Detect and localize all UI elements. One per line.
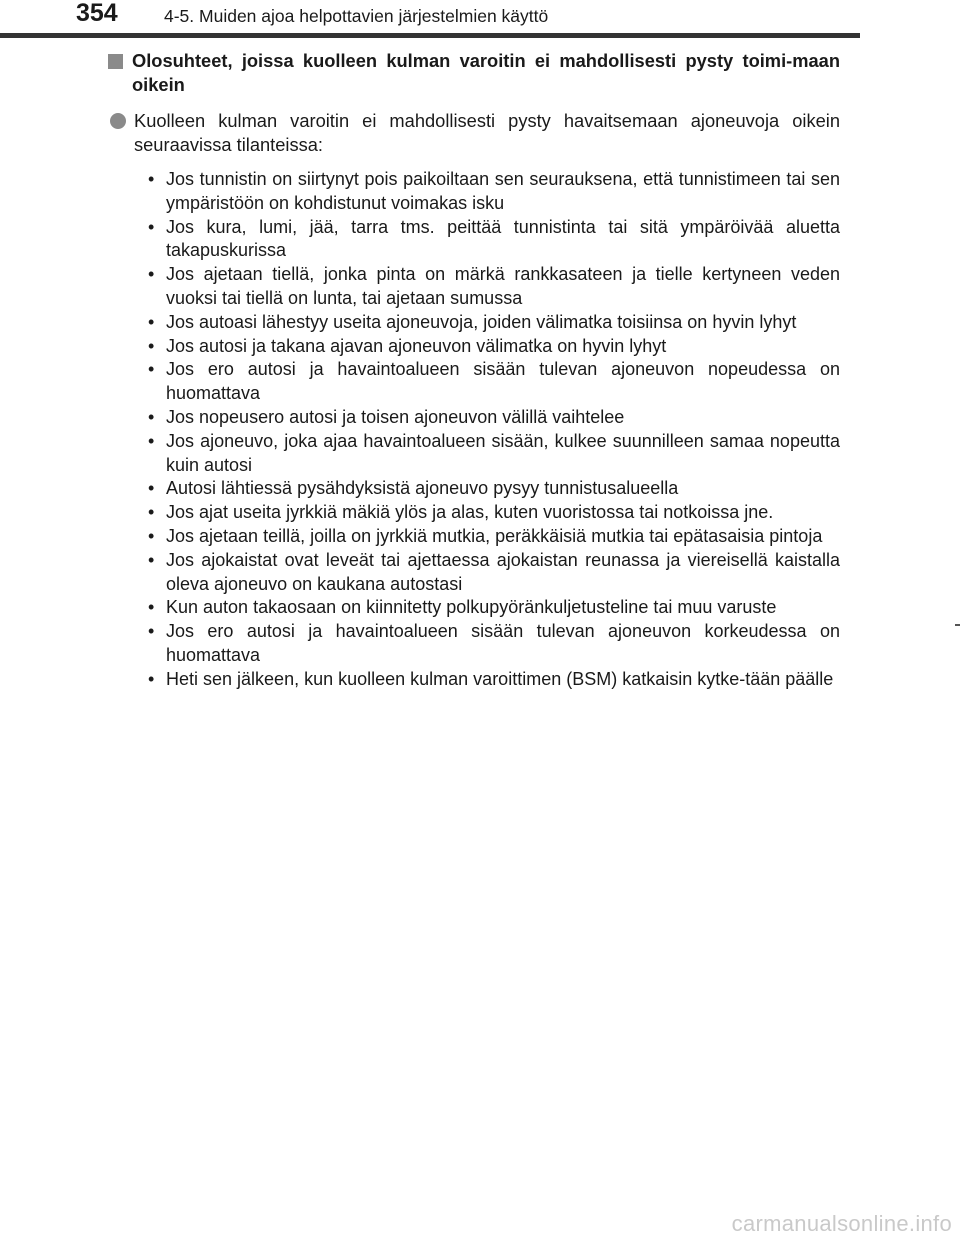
bullet-mark: • bbox=[148, 621, 155, 642]
list-item bbox=[146, 358, 840, 406]
list-item bbox=[146, 335, 840, 359]
list-item bbox=[146, 216, 840, 264]
bullet-mark: • bbox=[148, 668, 155, 689]
intro-paragraph bbox=[108, 109, 840, 157]
list-item bbox=[146, 525, 840, 549]
list-item-text: Jos ero autosi ja havaintoalueen sisään tulevan ajoneuvon korkeudessa on huomattava bbox=[166, 621, 840, 665]
list-item bbox=[146, 168, 840, 216]
list-item bbox=[146, 311, 840, 335]
list-item-text: Autosi lähtiessä pysähdyksistä ajoneuvo pysyy tunnistusalueella bbox=[166, 478, 679, 499]
list-item-text: Jos autoasi lähestyy useita ajoneuvoja, joiden välimatka toisiinsa on hyvin lyhyt bbox=[166, 311, 797, 332]
list-item-text: Jos nopeusero autosi ja toisen ajoneuvon välillä vaihtelee bbox=[166, 406, 625, 427]
list-item-text: Jos autosi ja takana ajavan ajoneuvon välimatka on hyvin lyhyt bbox=[166, 335, 667, 356]
list-item bbox=[146, 477, 840, 501]
list-item-text: Jos ero autosi ja havaintoalueen sisään tulevan ajoneuvon nopeudessa on huomattava bbox=[166, 359, 840, 404]
bullet-mark: • bbox=[148, 359, 155, 380]
list-item bbox=[146, 263, 840, 311]
list-item-text: Jos ajetaan teillä, joilla on jyrkkiä mutkia, peräkkäisiä mutkia tai epätasaisia pintoja bbox=[166, 525, 823, 546]
page-number: 354 bbox=[76, 0, 118, 27]
list-item-text: Jos kura, lumi, jää, tarra tms. peittää tunnistinta tai sitä ympäröivää aluetta takapuskurissa bbox=[166, 216, 840, 261]
bullet-mark: • bbox=[148, 502, 155, 523]
bullet-mark: • bbox=[148, 430, 155, 451]
circle-bullet-icon bbox=[110, 113, 126, 129]
bullet-mark: • bbox=[148, 525, 155, 546]
bullet-mark: • bbox=[148, 335, 155, 356]
bullet-mark: • bbox=[148, 406, 155, 427]
list-item bbox=[146, 406, 840, 430]
bullet-mark: • bbox=[148, 549, 155, 570]
list-item-text: Jos ajoneuvo, joka ajaa havaintoalueen sisään, kulkee suunnilleen samaa nopeutta kuin autosi bbox=[166, 430, 840, 475]
section-heading bbox=[108, 49, 840, 97]
intro-text: Kuolleen kulman varoitin ei mahdollisesti pysty havaitsemaan ajoneuvoja oikein seuraavissa tilanteissa: bbox=[134, 110, 840, 155]
bullet-mark: • bbox=[148, 264, 155, 285]
square-bullet-icon bbox=[108, 54, 123, 69]
margin-tick bbox=[955, 624, 960, 626]
section bbox=[108, 49, 840, 692]
list-item bbox=[146, 501, 840, 525]
list-item-text: Jos ajat useita jyrkkiä mäkiä ylös ja alas, kuten vuoristossa tai notkoissa jne. bbox=[166, 502, 774, 523]
list-item bbox=[146, 668, 840, 692]
header-divider bbox=[0, 33, 860, 38]
bullet-mark: • bbox=[148, 311, 155, 332]
bullet-mark: • bbox=[148, 597, 155, 618]
list-item bbox=[146, 596, 840, 620]
bullet-mark: • bbox=[148, 216, 155, 237]
condition-list bbox=[108, 168, 840, 692]
list-item-text: Heti sen jälkeen, kun kuolleen kulman varoittimen (BSM) katkaisin kytke-tään päälle bbox=[166, 668, 834, 689]
section-heading-text: Olosuhteet, joissa kuolleen kulman varoitin ei mahdollisesti pysty toimi-maan oikein bbox=[132, 50, 840, 95]
list-item bbox=[146, 620, 840, 668]
list-item bbox=[146, 430, 840, 478]
list-item-text: Kun auton takaosaan on kiinnitetty polkupyöränkuljetusteline tai muu varuste bbox=[166, 597, 777, 618]
list-item-text: Jos ajokaistat ovat leveät tai ajettaessa ajokaistan reunassa ja viereisellä kaistalla oleva ajoneuvo on kaukana autostasi bbox=[166, 549, 840, 594]
list-item bbox=[146, 549, 840, 597]
bullet-mark: • bbox=[148, 478, 155, 499]
list-item-text: Jos tunnistin on siirtynyt pois paikoiltaan sen seurauksena, että tunnistimeen tai sen ympäristöön on kohdistunut voimakas isku bbox=[166, 169, 840, 213]
header-title: 4-5. Muiden ajoa helpottavien järjestelmien käyttö bbox=[164, 6, 549, 26]
watermark: carmanualsonline.info bbox=[731, 1211, 952, 1236]
list-item-text: Jos ajetaan tiellä, jonka pinta on märkä rankkasateen ja tielle kertyneen veden vuoksi tai tiellä on lunta, tai ajetaan sumussa bbox=[166, 264, 840, 308]
bullet-mark: • bbox=[148, 169, 155, 189]
